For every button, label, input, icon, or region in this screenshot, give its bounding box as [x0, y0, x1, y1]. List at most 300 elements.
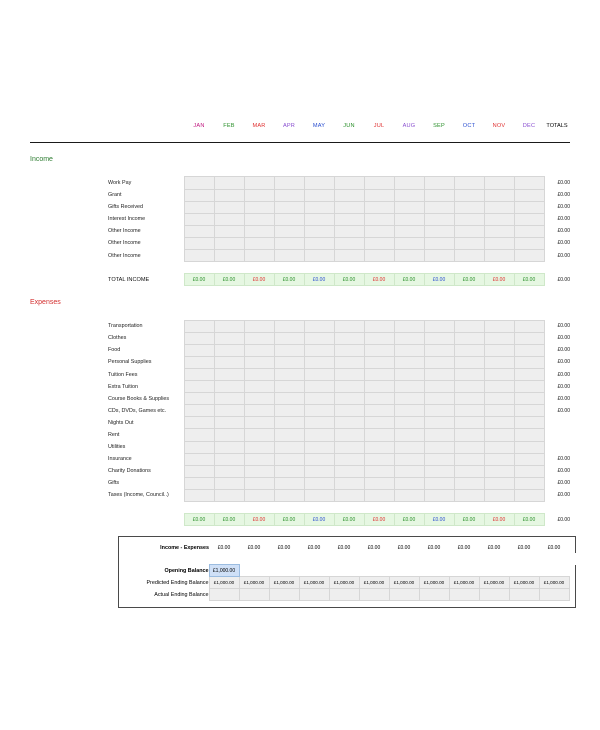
- actual-ending-balance-cell[interactable]: [389, 589, 419, 601]
- expense-cell[interactable]: [184, 320, 214, 332]
- income-cell[interactable]: [304, 225, 334, 237]
- expense-cell[interactable]: [484, 320, 514, 332]
- expense-cell[interactable]: [454, 465, 484, 477]
- summary-value: £0.00: [539, 542, 569, 553]
- income-cell[interactable]: [304, 213, 334, 225]
- expense-cell[interactable]: [394, 405, 424, 417]
- expense-cell[interactable]: [304, 453, 334, 465]
- expense-cell[interactable]: [364, 393, 394, 405]
- income-cell[interactable]: [394, 225, 424, 237]
- summary-value: £1,000.00: [299, 577, 329, 589]
- income-cell[interactable]: [334, 250, 364, 262]
- expense-cell[interactable]: [274, 441, 304, 453]
- income-cell[interactable]: [424, 250, 454, 262]
- expense-cell[interactable]: [244, 453, 274, 465]
- expense-cell[interactable]: [334, 465, 364, 477]
- actual-ending-balance-cell[interactable]: [209, 589, 239, 601]
- expense-cell[interactable]: [184, 393, 214, 405]
- income-cell[interactable]: [514, 250, 544, 262]
- expense-cell[interactable]: [484, 381, 514, 393]
- expense-cell[interactable]: [514, 429, 544, 441]
- expense-cell[interactable]: [364, 441, 394, 453]
- month-header-jul: JUL: [373, 122, 385, 129]
- expense-cell[interactable]: [184, 489, 214, 501]
- income-row-total: £0.00: [544, 177, 570, 189]
- expense-cell[interactable]: [334, 356, 364, 368]
- expense-cell[interactable]: [454, 332, 484, 344]
- expense-cell[interactable]: [484, 356, 514, 368]
- expense-cell[interactable]: [454, 381, 484, 393]
- expense-cell[interactable]: [274, 332, 304, 344]
- income-cell[interactable]: [184, 250, 214, 262]
- expense-cell[interactable]: [364, 381, 394, 393]
- income-cell[interactable]: [334, 189, 364, 201]
- summary-row-income-minus-expenses: [123, 542, 591, 553]
- expense-cell[interactable]: [514, 417, 544, 429]
- expense-cell[interactable]: [244, 332, 274, 344]
- expense-cell[interactable]: [364, 465, 394, 477]
- expense-cell[interactable]: [334, 393, 364, 405]
- expense-cell[interactable]: [214, 368, 244, 380]
- actual-ending-balance-cell[interactable]: [239, 589, 269, 601]
- expense-cell[interactable]: [334, 429, 364, 441]
- expense-row-label: Gifts: [108, 480, 120, 487]
- expense-cell[interactable]: [214, 429, 244, 441]
- income-cell[interactable]: [514, 213, 544, 225]
- expense-cell[interactable]: [424, 489, 454, 501]
- expense-cell[interactable]: [304, 405, 334, 417]
- income-cell[interactable]: [244, 177, 274, 189]
- expense-cell[interactable]: [364, 477, 394, 489]
- income-cell[interactable]: [454, 189, 484, 201]
- expense-cell[interactable]: [424, 441, 454, 453]
- expense-cell[interactable]: [454, 441, 484, 453]
- expense-cell[interactable]: [184, 368, 214, 380]
- expense-cell[interactable]: [394, 453, 424, 465]
- expense-cell[interactable]: [274, 393, 304, 405]
- income-cell[interactable]: [244, 250, 274, 262]
- income-cell[interactable]: [454, 177, 484, 189]
- expense-cell[interactable]: [244, 368, 274, 380]
- expense-cell[interactable]: [514, 320, 544, 332]
- income-cell[interactable]: [184, 237, 214, 249]
- expense-cell[interactable]: [214, 441, 244, 453]
- expense-cell[interactable]: [454, 429, 484, 441]
- expense-cell[interactable]: [454, 405, 484, 417]
- income-cell[interactable]: [214, 189, 244, 201]
- expense-cell[interactable]: [214, 320, 244, 332]
- expense-cell[interactable]: [394, 441, 424, 453]
- income-cell[interactable]: [334, 177, 364, 189]
- income-cell[interactable]: [214, 213, 244, 225]
- expense-cell[interactable]: [424, 332, 454, 344]
- expense-cell[interactable]: [514, 405, 544, 417]
- spacer-expenses-top: [30, 309, 570, 321]
- expense-cell[interactable]: [184, 429, 214, 441]
- total-expenses-feb: £0.00: [214, 514, 244, 526]
- expense-cell[interactable]: [184, 332, 214, 344]
- expense-cell[interactable]: [394, 429, 424, 441]
- income-cell[interactable]: [274, 177, 304, 189]
- income-cell[interactable]: [184, 201, 214, 213]
- expense-cell[interactable]: [424, 368, 454, 380]
- expense-cell[interactable]: [424, 465, 454, 477]
- expense-cell[interactable]: [454, 356, 484, 368]
- expense-cell[interactable]: [424, 417, 454, 429]
- expense-cell[interactable]: [274, 453, 304, 465]
- expense-cell[interactable]: [484, 393, 514, 405]
- expense-cell[interactable]: [424, 320, 454, 332]
- month-header-oct: OCT: [462, 122, 476, 129]
- income-cell[interactable]: [424, 177, 454, 189]
- expense-cell[interactable]: [484, 429, 514, 441]
- expense-cell[interactable]: [214, 489, 244, 501]
- income-cell[interactable]: [364, 213, 394, 225]
- expense-cell[interactable]: [394, 344, 424, 356]
- expense-cell[interactable]: [334, 453, 364, 465]
- income-cell[interactable]: [424, 189, 454, 201]
- income-cell[interactable]: [424, 225, 454, 237]
- expense-cell[interactable]: [214, 381, 244, 393]
- expense-cell[interactable]: [364, 332, 394, 344]
- income-cell[interactable]: [454, 225, 484, 237]
- expense-cell[interactable]: [304, 344, 334, 356]
- expense-cell[interactable]: [244, 381, 274, 393]
- expense-cell[interactable]: [304, 320, 334, 332]
- expense-cell[interactable]: [424, 429, 454, 441]
- total-expenses-jan: £0.00: [184, 514, 214, 526]
- expense-cell[interactable]: [454, 489, 484, 501]
- income-cell[interactable]: [274, 189, 304, 201]
- expense-cell[interactable]: [304, 381, 334, 393]
- income-cell[interactable]: [184, 189, 214, 201]
- income-cell[interactable]: [364, 189, 394, 201]
- expense-cell[interactable]: [514, 393, 544, 405]
- income-cell[interactable]: [184, 225, 214, 237]
- expense-cell[interactable]: [394, 489, 424, 501]
- expense-cell[interactable]: [364, 368, 394, 380]
- actual-ending-balance-cell[interactable]: [299, 589, 329, 601]
- expense-cell[interactable]: [214, 465, 244, 477]
- expense-cell[interactable]: [184, 356, 214, 368]
- expense-cell[interactable]: [244, 489, 274, 501]
- expense-cell[interactable]: [244, 441, 274, 453]
- expense-cell[interactable]: [454, 344, 484, 356]
- expense-cell[interactable]: [424, 356, 454, 368]
- expense-cell[interactable]: [364, 417, 394, 429]
- expense-cell[interactable]: [274, 429, 304, 441]
- income-cell[interactable]: [274, 250, 304, 262]
- expense-cell[interactable]: [274, 417, 304, 429]
- expense-cell[interactable]: [394, 417, 424, 429]
- expense-cell[interactable]: [484, 417, 514, 429]
- expense-cell[interactable]: [334, 489, 364, 501]
- income-row-label: Interest Income: [108, 216, 146, 223]
- income-cell[interactable]: [304, 201, 334, 213]
- expense-cell[interactable]: [244, 344, 274, 356]
- actual-ending-balance-cell[interactable]: [449, 589, 479, 601]
- expense-cell[interactable]: [274, 356, 304, 368]
- expense-cell[interactable]: [394, 356, 424, 368]
- income-cell[interactable]: [454, 201, 484, 213]
- expense-cell[interactable]: [394, 332, 424, 344]
- expense-cell[interactable]: [394, 477, 424, 489]
- income-cell[interactable]: [184, 177, 214, 189]
- expense-cell[interactable]: [274, 477, 304, 489]
- expense-cell[interactable]: [364, 356, 394, 368]
- income-cell[interactable]: [244, 225, 274, 237]
- income-cell[interactable]: [484, 225, 514, 237]
- income-cell[interactable]: [394, 189, 424, 201]
- expense-cell[interactable]: [274, 381, 304, 393]
- income-cell[interactable]: [274, 213, 304, 225]
- expense-cell[interactable]: [484, 477, 514, 489]
- expense-cell[interactable]: [304, 332, 334, 344]
- income-cell[interactable]: [424, 237, 454, 249]
- income-cell[interactable]: [514, 201, 544, 213]
- expense-cell[interactable]: [394, 381, 424, 393]
- income-cell[interactable]: [244, 237, 274, 249]
- expense-cell[interactable]: [274, 368, 304, 380]
- total-income-sep: £0.00: [424, 274, 454, 286]
- income-cell[interactable]: [484, 237, 514, 249]
- expense-cell[interactable]: [484, 453, 514, 465]
- expense-cell[interactable]: [244, 429, 274, 441]
- income-cell[interactable]: [304, 250, 334, 262]
- income-cell[interactable]: [274, 201, 304, 213]
- expense-cell[interactable]: [514, 344, 544, 356]
- expense-cell[interactable]: [304, 368, 334, 380]
- expense-cell[interactable]: [304, 441, 334, 453]
- expense-cell[interactable]: [184, 477, 214, 489]
- expense-cell[interactable]: [364, 489, 394, 501]
- income-cell[interactable]: [484, 177, 514, 189]
- expense-cell[interactable]: [244, 393, 274, 405]
- income-cell[interactable]: [334, 213, 364, 225]
- expense-cell[interactable]: [274, 489, 304, 501]
- expense-cell[interactable]: [424, 477, 454, 489]
- expense-cell[interactable]: [304, 356, 334, 368]
- expense-cell[interactable]: [244, 417, 274, 429]
- actual-ending-balance-cell[interactable]: [269, 589, 299, 601]
- income-cell[interactable]: [364, 201, 394, 213]
- expense-cell[interactable]: [214, 332, 244, 344]
- expense-cell[interactable]: [454, 453, 484, 465]
- income-cell[interactable]: [244, 189, 274, 201]
- income-cell[interactable]: [214, 177, 244, 189]
- income-cell[interactable]: [364, 225, 394, 237]
- expense-cell[interactable]: [334, 405, 364, 417]
- expense-cell[interactable]: [214, 405, 244, 417]
- income-cell[interactable]: [304, 189, 334, 201]
- income-cell[interactable]: [514, 225, 544, 237]
- expense-cell[interactable]: [394, 320, 424, 332]
- actual-ending-balance-cell[interactable]: [419, 589, 449, 601]
- expense-cell[interactable]: [424, 381, 454, 393]
- income-cell[interactable]: [484, 189, 514, 201]
- expense-cell[interactable]: [274, 405, 304, 417]
- expense-row-label: Nights Out: [108, 419, 134, 426]
- expense-cell[interactable]: [514, 332, 544, 344]
- actual-ending-balance-cell[interactable]: [359, 589, 389, 601]
- expense-cell[interactable]: [244, 320, 274, 332]
- expense-cell[interactable]: [214, 344, 244, 356]
- income-cell[interactable]: [214, 237, 244, 249]
- income-cell[interactable]: [514, 177, 544, 189]
- income-cell[interactable]: [394, 213, 424, 225]
- expense-cell[interactable]: [364, 453, 394, 465]
- expense-cell[interactable]: [484, 332, 514, 344]
- income-cell[interactable]: [304, 177, 334, 189]
- expense-cell[interactable]: [304, 417, 334, 429]
- summary-value: £1,000.00: [209, 577, 239, 589]
- expense-cell[interactable]: [184, 405, 214, 417]
- income-cell[interactable]: [454, 250, 484, 262]
- expense-cell[interactable]: [484, 441, 514, 453]
- income-cell[interactable]: [484, 250, 514, 262]
- income-cell[interactable]: [244, 213, 274, 225]
- expense-cell[interactable]: [334, 368, 364, 380]
- expense-cell[interactable]: [364, 320, 394, 332]
- month-header-mar: MAR: [252, 122, 266, 129]
- expense-cell[interactable]: [514, 489, 544, 501]
- expense-cell[interactable]: [214, 356, 244, 368]
- expense-cell[interactable]: [484, 465, 514, 477]
- table-row: [30, 429, 570, 441]
- expense-cell[interactable]: [514, 368, 544, 380]
- expense-cell[interactable]: [514, 356, 544, 368]
- expense-row-total: £0.00: [544, 405, 570, 417]
- expense-cell[interactable]: [454, 368, 484, 380]
- opening-balance-input[interactable]: £1,000.00: [209, 565, 239, 577]
- month-header-feb: FEB: [223, 122, 235, 129]
- expense-cell[interactable]: [424, 453, 454, 465]
- expense-cell[interactable]: [274, 320, 304, 332]
- expense-cell[interactable]: [184, 441, 214, 453]
- income-cell[interactable]: [514, 237, 544, 249]
- expense-cell[interactable]: [304, 393, 334, 405]
- expense-cell[interactable]: [304, 465, 334, 477]
- income-cell[interactable]: [364, 177, 394, 189]
- expense-cell[interactable]: [514, 465, 544, 477]
- expense-cell[interactable]: [304, 477, 334, 489]
- income-cell[interactable]: [394, 237, 424, 249]
- income-cell[interactable]: [484, 201, 514, 213]
- expense-cell[interactable]: [244, 477, 274, 489]
- expense-cell[interactable]: [214, 417, 244, 429]
- income-cell[interactable]: [364, 250, 394, 262]
- income-cell[interactable]: [244, 201, 274, 213]
- income-cell[interactable]: [424, 213, 454, 225]
- income-cell[interactable]: [214, 250, 244, 262]
- expense-cell[interactable]: [184, 465, 214, 477]
- income-cell[interactable]: [214, 225, 244, 237]
- expense-cell[interactable]: [394, 465, 424, 477]
- income-cell[interactable]: [394, 250, 424, 262]
- expense-cell[interactable]: [334, 441, 364, 453]
- income-cell[interactable]: [214, 201, 244, 213]
- income-cell[interactable]: [274, 237, 304, 249]
- income-cell[interactable]: [364, 237, 394, 249]
- income-cell[interactable]: [484, 213, 514, 225]
- income-cell[interactable]: [334, 225, 364, 237]
- expense-cell[interactable]: [484, 344, 514, 356]
- expense-cell[interactable]: [184, 417, 214, 429]
- actual-ending-balance-cell[interactable]: [479, 589, 509, 601]
- income-cell[interactable]: [394, 201, 424, 213]
- income-cell[interactable]: [274, 225, 304, 237]
- income-cell[interactable]: [454, 237, 484, 249]
- expense-cell[interactable]: [424, 405, 454, 417]
- income-cell[interactable]: [184, 213, 214, 225]
- expense-cell[interactable]: [244, 465, 274, 477]
- expense-cell[interactable]: [244, 405, 274, 417]
- summary-value: £0.00: [359, 542, 389, 553]
- expense-cell[interactable]: [364, 429, 394, 441]
- expense-cell[interactable]: [364, 405, 394, 417]
- actual-ending-balance-cell[interactable]: [509, 589, 539, 601]
- income-cell[interactable]: [394, 177, 424, 189]
- expense-cell[interactable]: [484, 489, 514, 501]
- income-cell[interactable]: [454, 213, 484, 225]
- expense-cell[interactable]: [184, 381, 214, 393]
- expense-cell[interactable]: [424, 393, 454, 405]
- expense-cell[interactable]: [394, 393, 424, 405]
- income-cell[interactable]: [514, 189, 544, 201]
- expense-cell[interactable]: [274, 465, 304, 477]
- summary-spacer: [123, 553, 591, 565]
- actual-ending-balance-cell[interactable]: [329, 589, 359, 601]
- expense-cell[interactable]: [304, 489, 334, 501]
- expense-cell[interactable]: [454, 477, 484, 489]
- expense-cell[interactable]: [514, 453, 544, 465]
- expense-cell[interactable]: [514, 381, 544, 393]
- income-cell[interactable]: [304, 237, 334, 249]
- income-cell[interactable]: [334, 237, 364, 249]
- expense-cell[interactable]: [454, 417, 484, 429]
- expense-cell[interactable]: [334, 477, 364, 489]
- expense-cell[interactable]: [184, 453, 214, 465]
- expense-cell[interactable]: [214, 453, 244, 465]
- actual-ending-balance-cell[interactable]: [539, 589, 569, 601]
- expense-cell[interactable]: [214, 393, 244, 405]
- expense-cell[interactable]: [454, 320, 484, 332]
- expense-cell[interactable]: [394, 368, 424, 380]
- expense-cell[interactable]: [244, 356, 274, 368]
- income-cell[interactable]: [424, 201, 454, 213]
- expense-cell[interactable]: [424, 344, 454, 356]
- expense-cell[interactable]: [274, 344, 304, 356]
- expense-cell[interactable]: [514, 441, 544, 453]
- expense-cell[interactable]: [184, 344, 214, 356]
- expense-cell[interactable]: [514, 477, 544, 489]
- expenses-section-title-row: [30, 297, 570, 308]
- expense-cell[interactable]: [334, 344, 364, 356]
- expense-cell[interactable]: [334, 332, 364, 344]
- expense-cell[interactable]: [214, 477, 244, 489]
- expense-cell[interactable]: [334, 381, 364, 393]
- income-cell[interactable]: [334, 201, 364, 213]
- expense-cell[interactable]: [484, 368, 514, 380]
- expense-cell[interactable]: [334, 417, 364, 429]
- summary-value: £0.00: [209, 542, 239, 553]
- summary-row-opening-balance: [123, 565, 591, 577]
- expense-cell[interactable]: [484, 405, 514, 417]
- expense-cell[interactable]: [304, 429, 334, 441]
- expense-cell[interactable]: [334, 320, 364, 332]
- expense-cell[interactable]: [364, 344, 394, 356]
- expense-cell[interactable]: [454, 393, 484, 405]
